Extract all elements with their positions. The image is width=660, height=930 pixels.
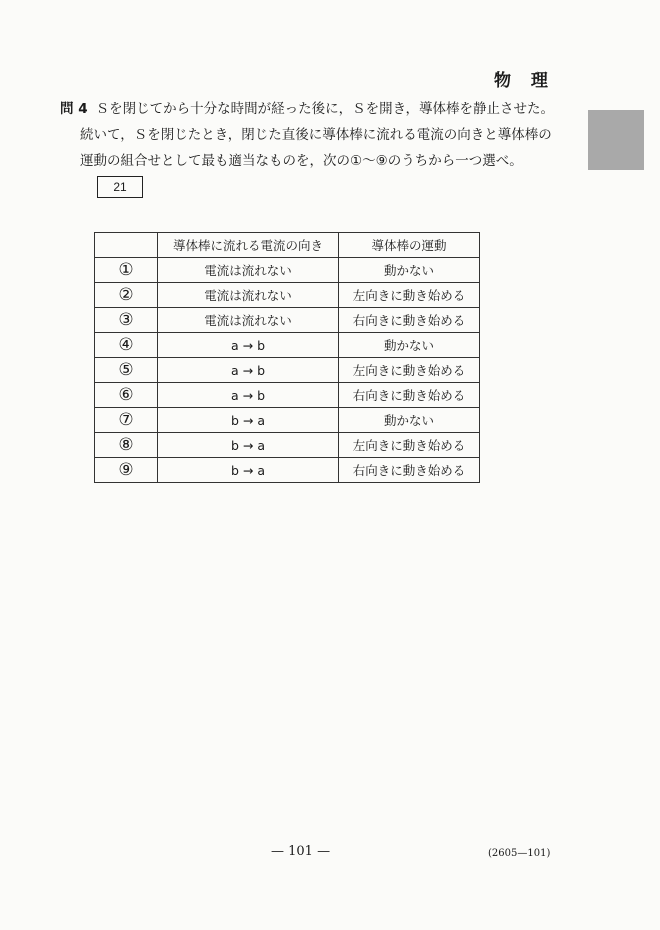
choice-number: ② [95,283,158,308]
current-direction-cell: b → a [158,458,339,483]
choice-number: ④ [95,333,158,358]
question-block [60,96,572,174]
table-row [95,258,480,283]
answer-number-box: 21 [97,176,143,198]
current-direction-cell: 電流は流れない [158,283,339,308]
table-row [95,333,480,358]
current-direction-cell: a → b [158,358,339,383]
rod-motion-cell: 動かない [339,258,480,283]
choice-number: ⑨ [95,458,158,483]
question-line-1 [60,96,572,122]
page-number: — 101 — [271,844,331,859]
current-direction-cell: a → b [158,383,339,408]
choice-number: ⑦ [95,408,158,433]
choice-number: ③ [95,308,158,333]
rod-motion-cell: 右向きに動き始める [339,308,480,333]
rod-motion-cell: 動かない [339,333,480,358]
current-direction-cell: b → a [158,408,339,433]
table-row [95,308,480,333]
choice-number: ① [95,258,158,283]
choices-table [94,232,480,483]
current-direction-cell: 電流は流れない [158,308,339,333]
question-number: 問 4 [60,101,88,117]
rod-motion-cell: 右向きに動き始める [339,458,480,483]
table-row [95,408,480,433]
current-direction-cell: 電流は流れない [158,258,339,283]
table-row [95,383,480,408]
header-current-direction: 導体棒に流れる電流の向き [158,233,339,258]
rod-motion-cell: 動かない [339,408,480,433]
choice-number: ⑥ [95,383,158,408]
rod-motion-cell: 右向きに動き始める [339,383,480,408]
question-text-1: Ｓを閉じてから十分な時間が経った後に，Ｓを開き，導体棒を静止させた。 [95,101,555,117]
rod-motion-cell: 左向きに動き始める [339,358,480,383]
question-text-2: 続いて，Ｓを閉じたとき，閉じた直後に導体棒に流れる電流の向きと導体棒の [80,127,552,143]
table-row [95,458,480,483]
subject-title: 物 理 [494,71,555,91]
choice-number: ⑤ [95,358,158,383]
question-text-3: 運動の組合せとして最も適当なものを，次の①～⑨のうちから一つ選べ。 [80,153,523,169]
rod-motion-cell: 左向きに動き始める [339,283,480,308]
section-tab-marker [588,110,644,170]
header-rod-motion: 導体棒の運動 [339,233,480,258]
exam-code: (2605—101) [488,848,551,859]
table-row [95,283,480,308]
table-row [95,433,480,458]
current-direction-cell: a → b [158,333,339,358]
choice-number: ⑧ [95,433,158,458]
rod-motion-cell: 左向きに動き始める [339,433,480,458]
current-direction-cell: b → a [158,433,339,458]
table-header-row [95,233,480,258]
header-empty-cell [95,233,158,258]
table-row [95,358,480,383]
